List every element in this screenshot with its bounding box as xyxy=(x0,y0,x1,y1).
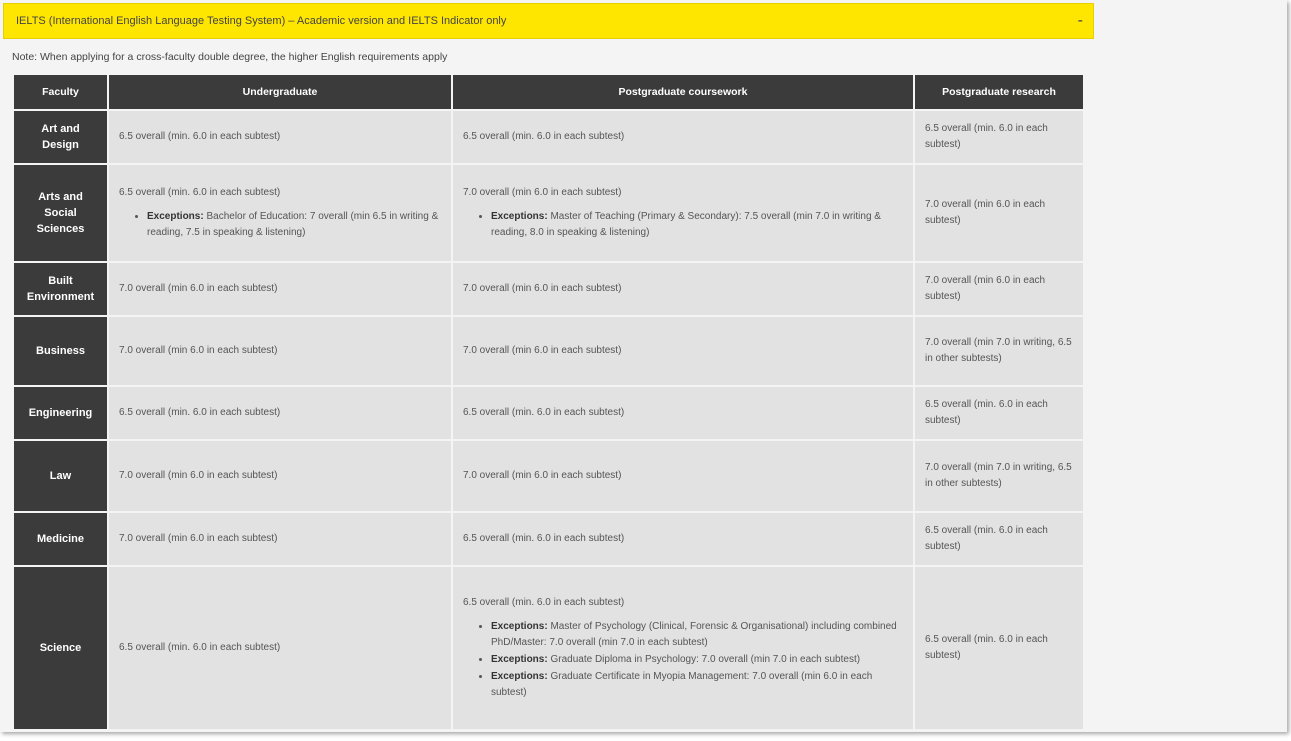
english-requirements-table xyxy=(12,73,1085,731)
exception-text: Master of Psychology (Clinical, Forensic & Organisational) including combined PhD/Master: 7.0 overall (min 7.0 in each subtest) xyxy=(491,620,897,648)
postgraduate-coursework-cell xyxy=(452,386,914,440)
undergraduate-cell xyxy=(108,316,452,386)
table-row xyxy=(13,386,1084,440)
requirement-text: 7.0 overall (min 7.0 in writing, 6.5 in other subtests) xyxy=(925,462,1072,489)
faculty-cell xyxy=(13,386,108,440)
faculty-name-line: Business xyxy=(36,345,85,357)
postgraduate-research-cell xyxy=(914,164,1084,262)
postgraduate-coursework-cell xyxy=(452,512,914,566)
table-row xyxy=(13,316,1084,386)
exceptions-list xyxy=(135,209,441,241)
accordion-title: IELTS (International English Language Testing System) – Academic version and IELTS Indicator only xyxy=(16,15,507,27)
requirement-text: 6.5 overall (min. 6.0 in each subtest) xyxy=(463,407,625,418)
faculty-name-line: Science xyxy=(39,642,82,654)
table-row xyxy=(13,110,1084,164)
table-row xyxy=(13,566,1084,730)
postgraduate-coursework-cell xyxy=(452,316,914,386)
requirement-text: 7.0 overall (min 6.0 in each subtest) xyxy=(925,275,1046,302)
undergraduate-cell xyxy=(108,386,452,440)
postgraduate-research-cell xyxy=(914,440,1084,512)
requirement-text: 7.0 overall (min 6.0 in each subtest) xyxy=(463,470,622,481)
faculty-name-line: Built xyxy=(48,275,73,287)
exception-item xyxy=(491,619,903,651)
table-row xyxy=(13,164,1084,262)
header-faculty: Faculty xyxy=(13,74,108,110)
exception-item xyxy=(491,209,903,241)
requirement-text: 7.0 overall (min 6.0 in each subtest) xyxy=(925,199,1046,226)
table-row xyxy=(13,440,1084,512)
faculty-name-line: Art and xyxy=(41,123,80,135)
faculty-name-line: Medicine xyxy=(36,533,85,545)
faculty-name-line: Engineering xyxy=(28,407,93,419)
table-row xyxy=(13,512,1084,566)
requirement-text: 7.0 overall (min 6.0 in each subtest) xyxy=(119,345,278,356)
faculty-cell xyxy=(13,164,108,262)
exceptions-list xyxy=(479,209,903,241)
requirement-text: 7.0 overall (min 6.0 in each subtest) xyxy=(119,283,278,294)
faculty-cell xyxy=(13,440,108,512)
undergraduate-cell xyxy=(108,440,452,512)
exception-label: Exceptions: xyxy=(491,670,548,682)
requirement-text: 6.5 overall (min. 6.0 in each subtest) xyxy=(119,642,281,653)
postgraduate-coursework-cell xyxy=(452,164,914,262)
undergraduate-cell xyxy=(108,110,452,164)
undergraduate-cell xyxy=(108,512,452,566)
exception-text: Bachelor of Education: 7 overall (min 6.5 in writing & reading, 7.5 in speaking & listening) xyxy=(147,210,439,238)
postgraduate-coursework-cell xyxy=(452,262,914,316)
postgraduate-coursework-cell xyxy=(452,566,914,730)
faculty-cell xyxy=(13,512,108,566)
undergraduate-cell xyxy=(108,566,452,730)
exception-text: Graduate Diploma in Psychology: 7.0 overall (min 7.0 in each subtest) xyxy=(547,653,861,665)
requirement-text: 6.5 overall (min. 6.0 in each subtest) xyxy=(925,525,1048,552)
exception-item xyxy=(491,652,903,668)
requirement-text: 7.0 overall (min 6.0 in each subtest) xyxy=(119,533,278,544)
exception-label: Exceptions: xyxy=(491,210,548,222)
postgraduate-research-cell xyxy=(914,512,1084,566)
faculty-cell xyxy=(13,110,108,164)
faculty-cell xyxy=(13,566,108,730)
header-undergraduate: Undergraduate xyxy=(108,74,452,110)
table-row xyxy=(13,262,1084,316)
postgraduate-research-cell xyxy=(914,110,1084,164)
requirement-text: 6.5 overall (min. 6.0 in each subtest) xyxy=(119,186,281,198)
exception-item xyxy=(147,209,441,241)
requirement-text: 7.0 overall (min 6.0 in each subtest) xyxy=(463,186,622,198)
requirement-text: 7.0 overall (min 6.0 in each subtest) xyxy=(463,283,622,294)
faculty-name-line: Sciences xyxy=(36,223,85,235)
exception-item xyxy=(491,669,903,701)
requirement-text: 6.5 overall (min. 6.0 in each subtest) xyxy=(925,123,1048,150)
faculty-name-line: Design xyxy=(42,139,79,151)
requirement-text: 6.5 overall (min. 6.0 in each subtest) xyxy=(925,399,1048,426)
postgraduate-research-cell xyxy=(914,566,1084,730)
undergraduate-cell xyxy=(108,164,452,262)
requirement-text: 7.0 overall (min 6.0 in each subtest) xyxy=(463,345,622,356)
postgraduate-coursework-cell xyxy=(452,440,914,512)
table-header-row xyxy=(13,74,1084,110)
postgraduate-research-cell xyxy=(914,316,1084,386)
header-postgraduate-research: Postgraduate research xyxy=(914,74,1084,110)
requirement-text: 6.5 overall (min. 6.0 in each subtest) xyxy=(463,596,625,608)
faculty-name-line: Law xyxy=(49,470,72,482)
exception-label: Exceptions: xyxy=(147,210,204,222)
collapse-icon[interactable]: - xyxy=(1077,12,1083,29)
postgraduate-research-cell xyxy=(914,262,1084,316)
requirement-text: 7.0 overall (min 7.0 in writing, 6.5 in other subtests) xyxy=(925,337,1072,364)
exception-label: Exceptions: xyxy=(491,620,548,632)
faculty-cell xyxy=(13,262,108,316)
exception-text: Master of Teaching (Primary & Secondary): 7.5 overall (min 7.0 in writing & reading, 8.0 in speaking & listening) xyxy=(491,210,881,238)
exception-label: Exceptions: xyxy=(491,653,548,665)
requirement-text: 6.5 overall (min. 6.0 in each subtest) xyxy=(925,634,1048,661)
requirement-text: 6.5 overall (min. 6.0 in each subtest) xyxy=(463,533,625,544)
ielts-accordion-header[interactable] xyxy=(3,3,1094,39)
postgraduate-coursework-cell xyxy=(452,110,914,164)
faculty-cell xyxy=(13,316,108,386)
requirement-text: 6.5 overall (min. 6.0 in each subtest) xyxy=(463,131,625,142)
exceptions-list xyxy=(479,619,903,701)
undergraduate-cell xyxy=(108,262,452,316)
postgraduate-research-cell xyxy=(914,386,1084,440)
exception-text: Graduate Certificate in Myopia Management: 7.0 overall (min 6.0 in each subtest) xyxy=(491,670,873,698)
requirement-text: 6.5 overall (min. 6.0 in each subtest) xyxy=(119,407,281,418)
faculty-name-line: Social xyxy=(44,207,77,219)
double-degree-note: Note: When applying for a cross-faculty double degree, the higher English requirements apply xyxy=(12,51,448,63)
header-postgraduate-coursework: Postgraduate coursework xyxy=(452,74,914,110)
requirement-text: 6.5 overall (min. 6.0 in each subtest) xyxy=(119,131,281,142)
faculty-name-line: Environment xyxy=(26,291,95,303)
faculty-name-line: Arts and xyxy=(38,191,83,203)
requirement-text: 7.0 overall (min 6.0 in each subtest) xyxy=(119,470,278,481)
